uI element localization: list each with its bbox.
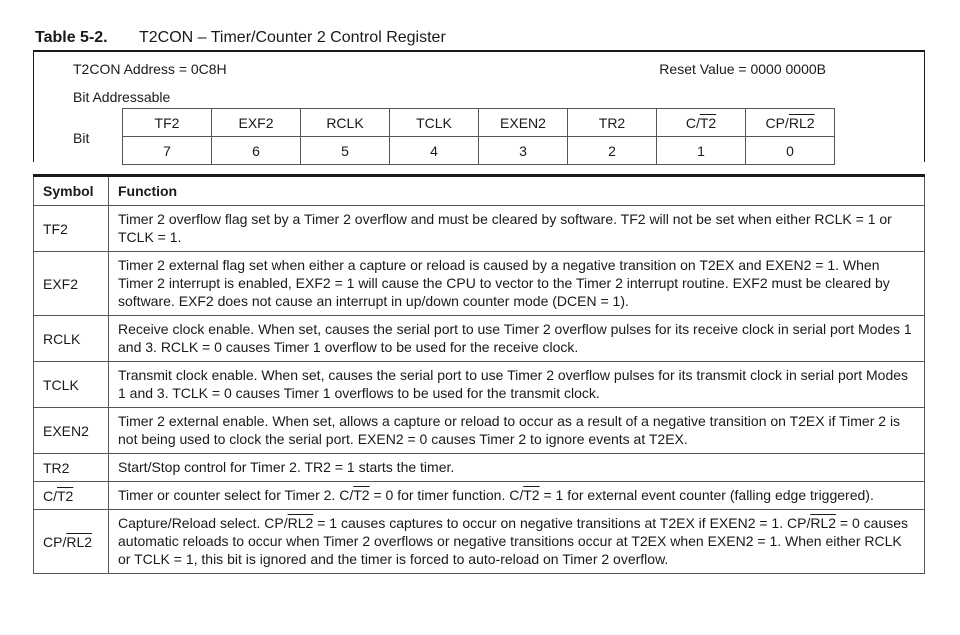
bit-number-cell: 3 [479, 137, 568, 165]
bit-row-label: Bit [73, 130, 90, 146]
table-title: T2CON – Timer/Counter 2 Control Register [139, 29, 446, 46]
symbol-column-header: Symbol [34, 176, 109, 206]
table-row [34, 408, 925, 454]
function-overlined: T2 [523, 487, 540, 503]
bit-number-cell: 6 [212, 137, 301, 165]
function-text: Capture/Reload select. CP/ [118, 515, 288, 531]
bit-numbers-row [123, 137, 835, 165]
function-cell: Timer 2 external enable. When set, allows a capture or reload to occur as a result of a negative transition on T2EX if Timer 2 is not being used to clock the serial port. EXEN2 = 0 causes Timer 2 to ignore events at T2EX. [109, 408, 925, 454]
symbol-cell: TR2 [34, 454, 109, 482]
bit-name-cell: TR2 [568, 109, 657, 137]
bit-name-cell: TF2 [123, 109, 212, 137]
function-cell: Transmit clock enable. When set, causes the serial port to use Timer 2 overflow pulses for its transmit clock in serial port Modes 1 and 3. TCLK = 0 causes Timer 1 overflows to be used for the transmit clock. [109, 362, 925, 408]
bit-name-prefix: C/ [685, 114, 700, 131]
symbol-cell: TCLK [34, 362, 109, 408]
function-overlined: T2 [353, 487, 370, 503]
bit-addressable-note: Bit Addressable [73, 89, 171, 105]
symbol-cell [34, 482, 109, 510]
bit-name-cell [657, 109, 746, 137]
symbol-cell: EXEN2 [34, 408, 109, 454]
bit-number-cell: 0 [746, 137, 835, 165]
table-row [34, 510, 925, 574]
bit-name-cell: RCLK [301, 109, 390, 137]
function-cell: Timer 2 overflow flag set by a Timer 2 overflow and must be cleared by software. TF2 will not be set when either RCLK = 1 or TCLK = 1. [109, 206, 925, 252]
function-text: Timer or counter select for Timer 2. C/ [118, 487, 354, 503]
bit-name-overlined: RL2 [788, 114, 815, 131]
bit-number-cell: 5 [301, 137, 390, 165]
table-row [34, 206, 925, 252]
bit-name-prefix: CP/ [765, 114, 789, 131]
function-table [33, 174, 925, 574]
function-cell: Receive clock enable. When set, causes the serial port to use Timer 2 overflow pulses for its receive clock in serial port Modes 1 and 3. RCLK = 0 causes Timer 1 overflow to be used for the receive clock. [109, 316, 925, 362]
bit-number-cell: 1 [657, 137, 746, 165]
function-overlined: RL2 [810, 515, 837, 531]
symbol-cell: EXF2 [34, 252, 109, 316]
bit-name-cell: EXEN2 [479, 109, 568, 137]
function-text: = 1 causes captures to occur on negative transitions at T2EX if EXEN2 = 1. CP/ [313, 515, 811, 531]
function-text: = 0 for timer function. C/ [369, 487, 524, 503]
table-number: Table 5-2. [35, 29, 108, 46]
function-cell [109, 510, 925, 574]
symbol-overlined: RL2 [66, 533, 93, 550]
table-row [34, 482, 925, 510]
bit-name-cell: TCLK [390, 109, 479, 137]
symbol-cell: RCLK [34, 316, 109, 362]
bit-layout-table [122, 108, 835, 165]
table-header-row [34, 176, 925, 206]
function-text: = 0 causes automatic reloads to occur when Timer 2 overflows or negative transitions occur at T2EX when EXEN2 = 1. When either RCLK or TCLK = 1, this bit is ignored and the timer is forced to auto-reload on Timer 2 overflow. [118, 515, 909, 567]
bit-names-row [123, 109, 835, 137]
bit-number-cell: 7 [123, 137, 212, 165]
function-cell: Start/Stop control for Timer 2. TR2 = 1 starts the timer. [109, 454, 925, 482]
function-cell: Timer 2 external flag set when either a capture or reload is caused by a negative transition on T2EX and EXEN2 = 1. When Timer 2 interrupt is enabled, EXF2 = 1 will cause the CPU to vector to the Timer 2 interrupt routine. EXF2 must be cleared by software. EXF2 does not cause an interrupt in up/down counter mode (DCEN = 1). [109, 252, 925, 316]
symbol-cell [34, 510, 109, 574]
symbol-prefix: C/ [43, 487, 57, 504]
function-cell [109, 482, 925, 510]
table-row [34, 316, 925, 362]
function-column-header: Function [109, 176, 925, 206]
bit-name-cell [746, 109, 835, 137]
bit-name-overlined: T2 [699, 114, 717, 131]
table-row [34, 252, 925, 316]
symbol-cell: TF2 [34, 206, 109, 252]
bit-number-cell: 4 [390, 137, 479, 165]
bit-number-cell: 2 [568, 137, 657, 165]
table-row [34, 362, 925, 408]
table-caption [35, 29, 446, 47]
symbol-prefix: CP/ [43, 533, 67, 550]
function-text: = 1 for external event counter (falling edge triggered). [539, 487, 874, 503]
register-address: T2CON Address = 0C8H [73, 61, 227, 77]
register-header-box [33, 50, 925, 162]
function-overlined: RL2 [287, 515, 314, 531]
symbol-overlined: T2 [57, 487, 74, 504]
bit-name-cell: EXF2 [212, 109, 301, 137]
table-row [34, 454, 925, 482]
reset-value: Reset Value = 0000 0000B [659, 61, 826, 77]
